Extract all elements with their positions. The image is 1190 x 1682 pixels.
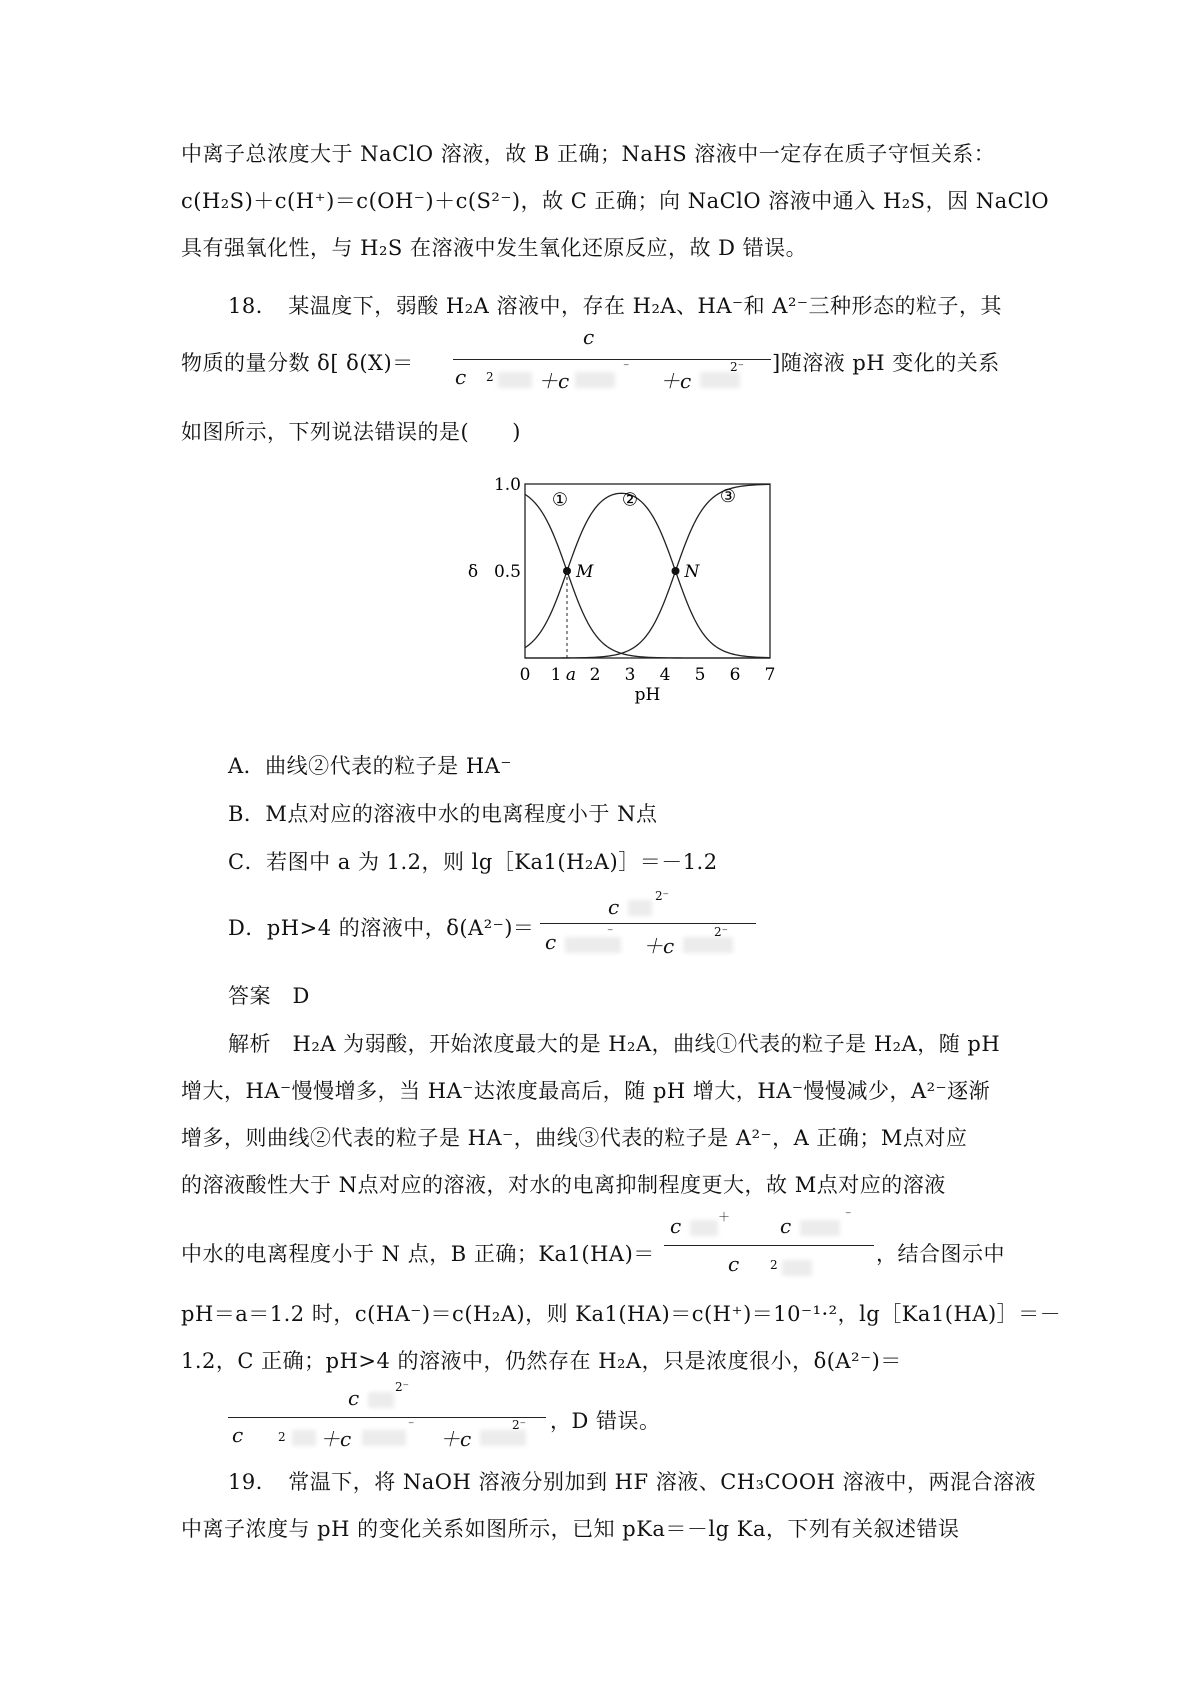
blurred-region: [800, 1220, 840, 1236]
blurred-region: [782, 1260, 812, 1276]
blurred-region: [628, 900, 652, 916]
frac-den-sup: ⁻: [408, 1418, 415, 1432]
analysis-text: pH＝a＝1.2 时，c(HA⁻)＝c(H₂A)，则 Ka1(HA)＝c(H⁺)＝10⁻¹·²，lg［Ka1(HA)］＝－: [181, 1302, 1062, 1326]
frac-den: c: [545, 930, 557, 954]
blurred-region: [292, 1430, 316, 1446]
x-axis-label: pH: [634, 685, 661, 705]
blurred-region: [700, 372, 740, 388]
frac-num-sup: 2⁻: [395, 1380, 409, 1394]
blurred-region: [683, 937, 733, 953]
option-b: B．M点对应的溶液中水的电离程度小于 N点: [228, 802, 658, 826]
frac-num-sup: ＋: [718, 1210, 731, 1224]
text-line: 具有强氧化性，与 H₂S 在溶液中发生氧化还原反应，故 D 错误。: [181, 236, 808, 260]
text-line: 中离子总浓度大于 NaClO 溶液，故 B 正确；NaHS 溶液中一定存在质子守恒关系：: [181, 142, 996, 166]
frac-den: ＋c: [440, 1427, 472, 1451]
text-line: ]随溶液 pH 变化的关系: [772, 351, 1000, 375]
question-18-stem: 18． 某温度下，弱酸 H₂A 溶液中，存在 H₂A、HA⁻和 A²⁻三种形态的粒子，其: [228, 294, 1002, 318]
text-line: 中离子浓度与 pH 的变化关系如图所示，已知 pKa＝－lg Ka，下列有关叙述错误: [181, 1517, 960, 1541]
frac-den: ＋c: [538, 369, 570, 393]
frac-den-sup: 2⁻: [730, 360, 744, 374]
frac-den: c: [455, 365, 467, 389]
question-19-stem: 19． 常温下，将 NaOH 溶液分别加到 HF 溶液、CH₃COOH 溶液中，两混合溶液: [228, 1470, 1037, 1494]
frac-den: c: [728, 1252, 740, 1276]
analysis-text: 1.2，C 正确；pH>4 的溶液中，仍然存在 H₂A，只是浓度很小，δ(A²⁻)＝: [181, 1349, 902, 1373]
option-c: C．若图中 a 为 1.2，则 lg［Ka1(H₂A)］＝－1.2: [228, 850, 718, 874]
blurred-region: [498, 372, 532, 388]
analysis-text: 解析 H₂A 为弱酸，开始浓度最大的是 H₂A，曲线①代表的粒子是 H₂A，随 pH: [228, 1032, 1001, 1056]
analysis-text: 中水的电离程度小于 N 点，B 正确；Ka1(HA)＝: [181, 1242, 655, 1266]
option-d: D．pH>4 的溶液中，δ(A²⁻)＝: [228, 916, 535, 940]
series-label: ①: [551, 489, 569, 511]
frac-num-sup: ⁻: [845, 1208, 852, 1222]
x-tick-label: 6: [729, 665, 741, 685]
series-label: ②: [621, 489, 639, 511]
frac-den-sup: 2⁻: [512, 1418, 526, 1432]
blurred-region: [480, 1430, 526, 1446]
analysis-text: ，结合图示中: [876, 1242, 1005, 1266]
frac-den: ＋c: [660, 369, 692, 393]
x-tick-label: 7: [764, 665, 776, 685]
y-tick-label: 1.0: [493, 475, 521, 495]
x-tick-label: 5: [694, 665, 706, 685]
answer: 答案 D: [228, 984, 310, 1008]
frac-numerator: c: [780, 1214, 792, 1238]
y-axis-label: δ: [467, 562, 479, 582]
marker-point: [672, 567, 680, 575]
frac-numerator: c: [670, 1214, 682, 1238]
y-tick-label: 0.5: [493, 562, 521, 582]
blurred-region: [362, 1430, 406, 1446]
blurred-region: [690, 1220, 718, 1236]
frac-num-sup: 2⁻: [655, 889, 669, 903]
x-tick-label: 4: [659, 665, 671, 685]
text-line: c(H₂S)＋c(H⁺)＝c(OH⁻)＋c(S²⁻)，故 C 正确；向 NaClO 溶液中通入 H₂S，因 NaClO: [181, 189, 1050, 213]
analysis-text: 的溶液酸性大于 N点对应的溶液，对水的电离抑制程度更大，故 M点对应的溶液: [181, 1173, 946, 1197]
frac-numerator: c: [348, 1386, 360, 1410]
fraction-bar: [664, 1245, 874, 1246]
point-label: M: [576, 562, 594, 582]
option-a: A．曲线②代表的粒子是 HA⁻: [228, 754, 512, 778]
blurred-region: [575, 372, 615, 388]
frac-den-sub: 2: [486, 370, 494, 384]
frac-den-sup: ⁻: [607, 925, 614, 939]
distribution-chart: [460, 470, 790, 710]
fraction-bar: [228, 1417, 546, 1418]
frac-den-sup: ⁻: [623, 360, 630, 374]
frac-den-sub: 2: [770, 1258, 778, 1272]
x-tick-label: 1: [550, 665, 562, 685]
x-tick-label: 0: [519, 665, 531, 685]
series-curve-2: [525, 493, 770, 657]
x-tick-label: 3: [624, 665, 636, 685]
text-line: 如图所示，下列说法错误的是( ): [181, 420, 521, 444]
analysis-text: 增多，则曲线②代表的粒子是 HA⁻，曲线③代表的粒子是 A²⁻，A 正确；M点对应: [181, 1126, 968, 1150]
frac-den: ＋c: [643, 934, 675, 958]
series-label: ③: [719, 486, 737, 508]
blurred-region: [368, 1392, 394, 1408]
x-tick-label: a: [565, 665, 577, 685]
frac-den: ＋c: [320, 1427, 352, 1451]
fraction-bar: [453, 359, 771, 360]
analysis-text: 增大，HA⁻慢慢增多，当 HA⁻达浓度最高后，随 pH 增大，HA⁻慢慢减少，A²⁻逐渐: [181, 1079, 991, 1103]
frac-den-sub: 2: [278, 1430, 286, 1444]
frac-den-sup: 2⁻: [714, 925, 728, 939]
fraction-bar: [540, 923, 756, 924]
frac-den: c: [232, 1423, 244, 1447]
frac-numerator: c: [583, 325, 595, 349]
x-tick-label: 2: [589, 665, 601, 685]
text-line: 物质的量分数 δ[ δ(X)＝: [181, 351, 414, 375]
blurred-region: [565, 937, 621, 953]
analysis-text: ，D 错误。: [550, 1409, 661, 1433]
frac-numerator: c: [608, 895, 620, 919]
point-label: N: [684, 562, 700, 582]
